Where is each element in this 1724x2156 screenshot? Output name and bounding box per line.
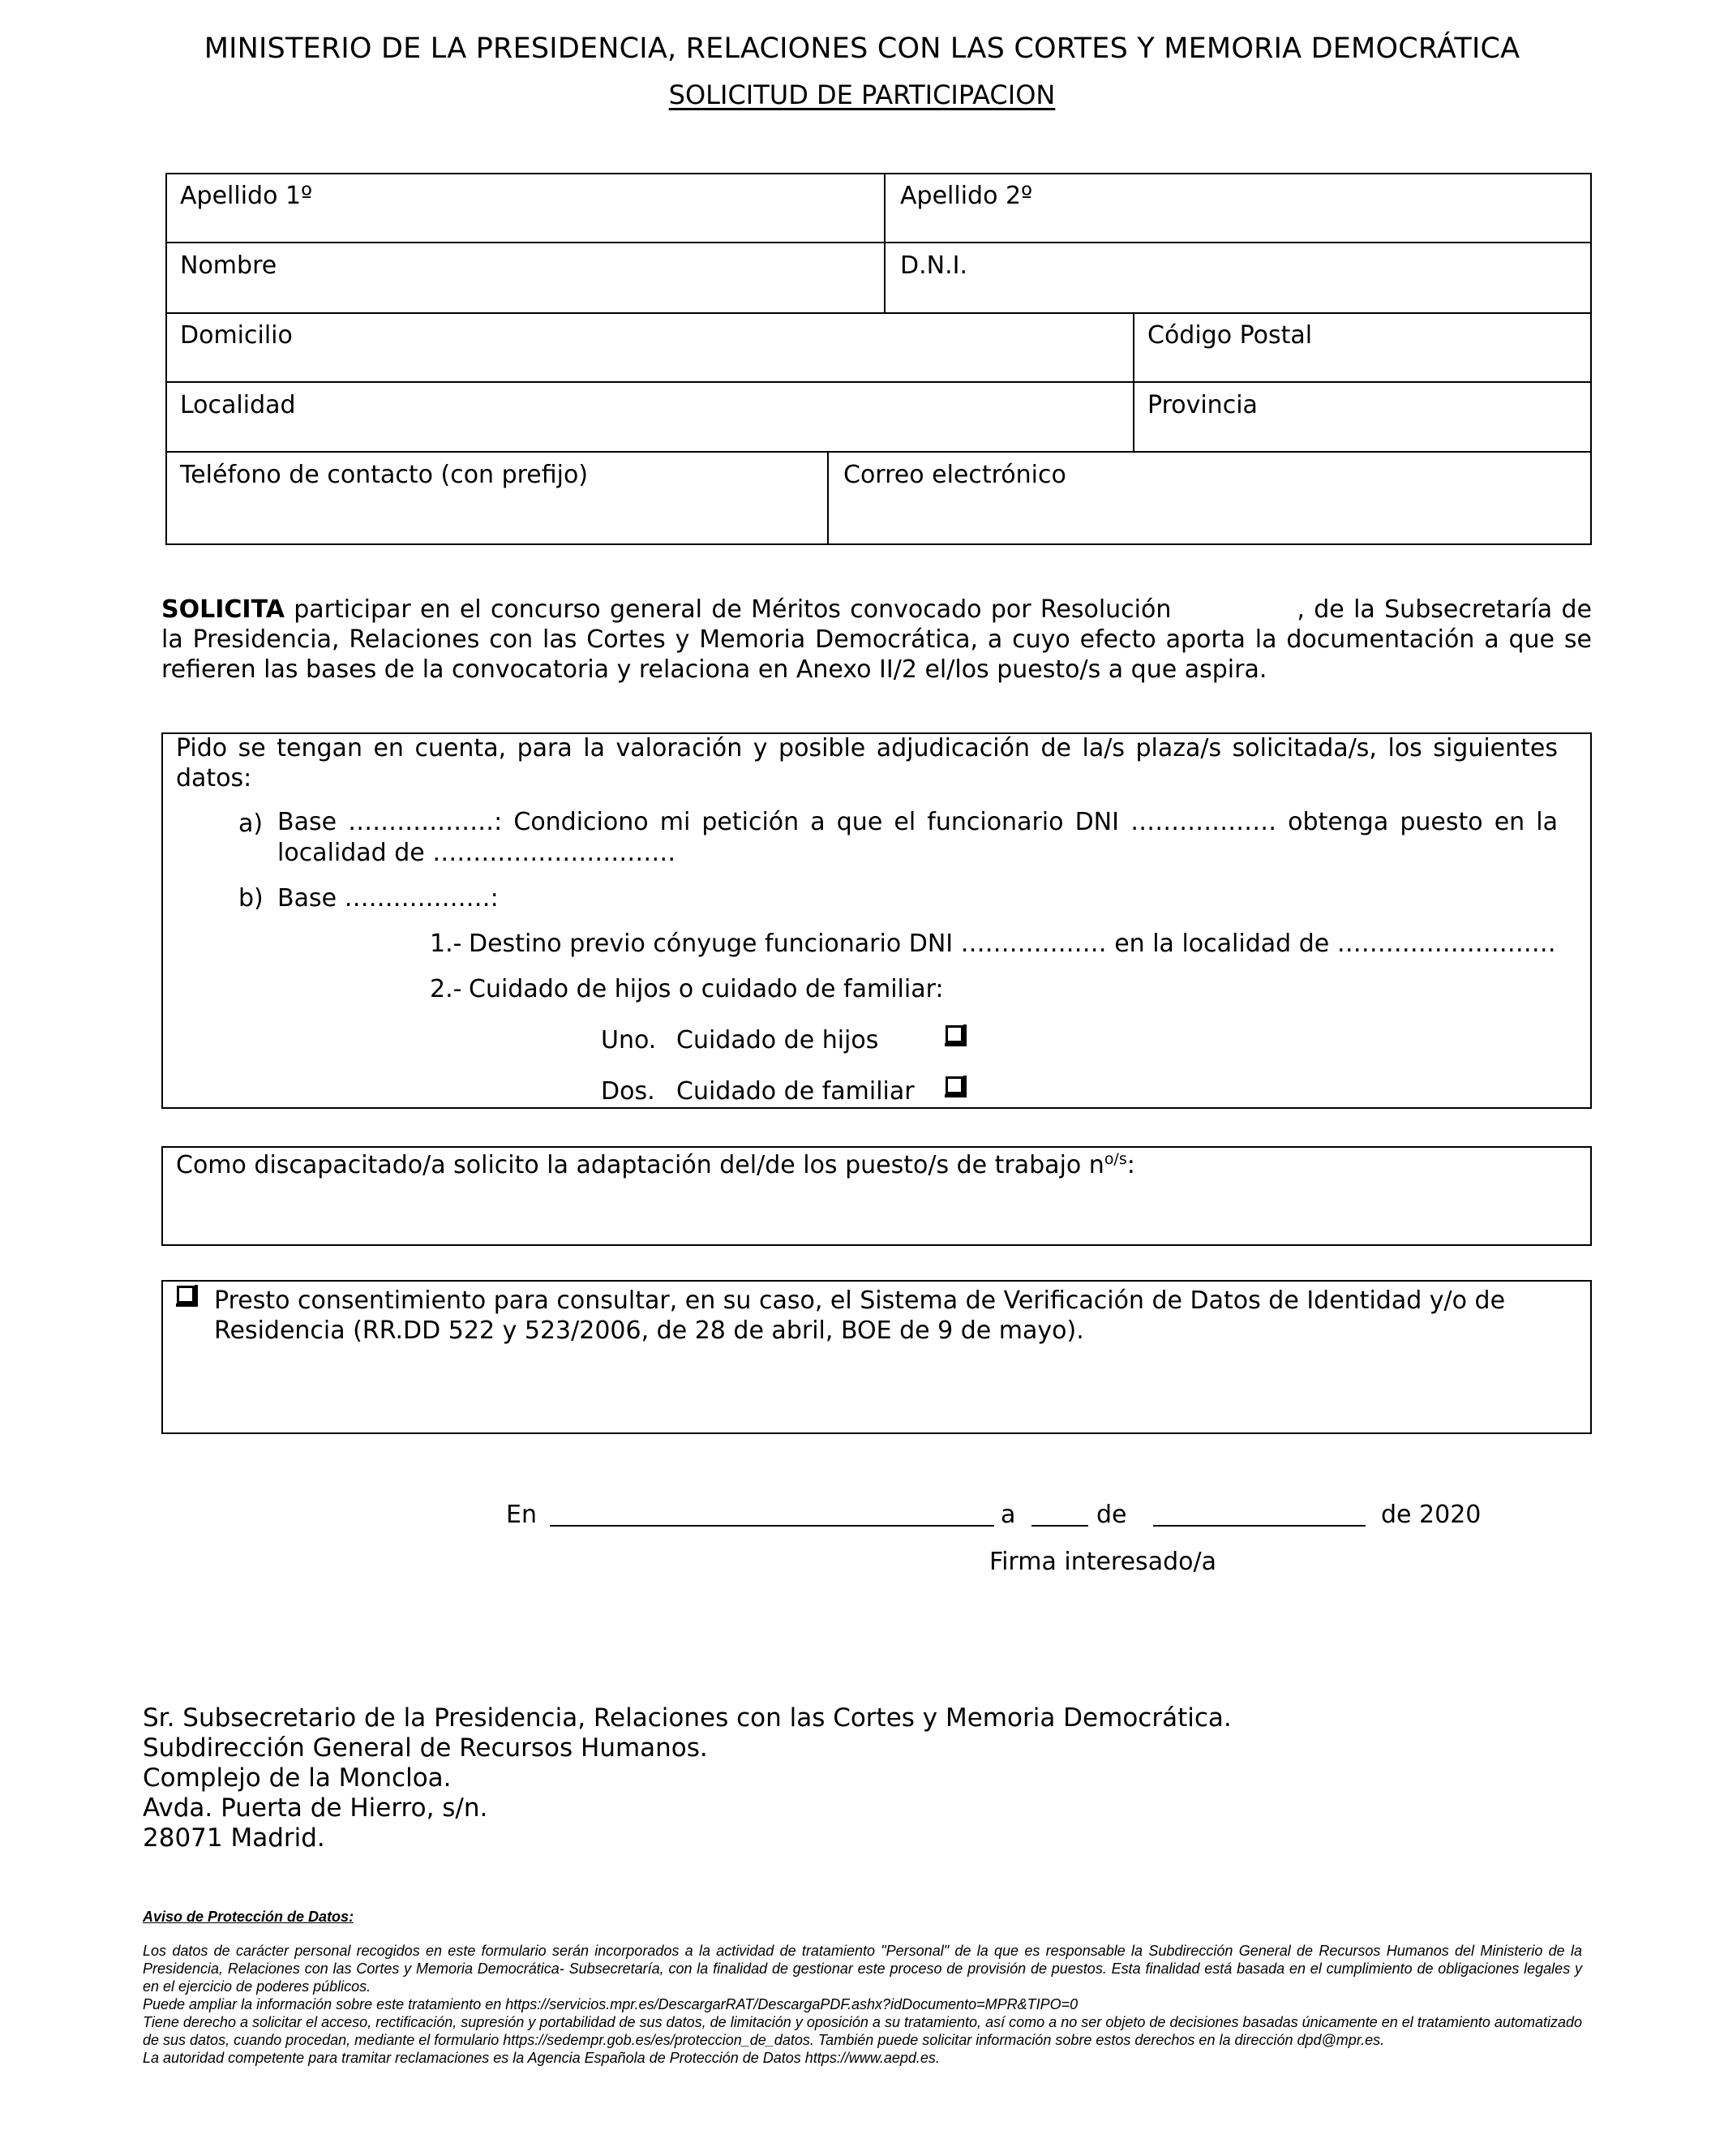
- pido-intro: Pido se tengan en cuenta, para la valoración y posible adjudicación de la/s plaza/s solicitada/s, los siguientes datos:: [176, 734, 1558, 792]
- privacy-heading: Aviso de Protección de Datos:: [143, 1909, 354, 1925]
- address-line: Avda. Puerta de Hierro, s/n.: [143, 1793, 488, 1823]
- consentimiento-text: [214, 1286, 1585, 1346]
- form-subtitle: [0, 79, 1724, 110]
- privacy-paragraph: La autoridad competente para tramitar reclamaciones es la Agencia Española de Protección de Datos https://www.aepd.es.: [143, 2050, 940, 2066]
- option-a-label: a): [238, 810, 264, 838]
- solicita-text-1: participar en el concurso general de Méritos convocado por Resolución: [284, 595, 1172, 624]
- address-line: Complejo de la Moncloa.: [143, 1763, 452, 1793]
- nombre-field[interactable]: Nombre: [180, 251, 277, 280]
- option-b-label: b): [238, 884, 264, 913]
- table-divider: [827, 451, 829, 545]
- firma-interesado-label[interactable]: Firma interesado/a: [989, 1548, 1216, 1576]
- solicita-paragraph: [161, 595, 1592, 685]
- item1-number: 1.-: [430, 930, 462, 958]
- discapacidad-superscript: o/s: [1104, 1150, 1127, 1168]
- firma-a-label: a: [1001, 1501, 1016, 1529]
- domicilio-field[interactable]: Domicilio: [180, 321, 293, 350]
- consentimiento-line-2: Residencia (RR.DD 522 y 523/2006, de 28 de abril, BOE de 9 de mayo).: [214, 1316, 1084, 1345]
- address-block: [143, 1703, 1232, 1853]
- dos-text: Cuidado de familiar: [676, 1077, 915, 1106]
- ministry-title: MINISTERIO DE LA PRESIDENCIA, RELACIONES CON LAS CORTES Y MEMORIA DEMOCRÁTICA: [204, 32, 1520, 65]
- table-divider: [165, 242, 1592, 243]
- personal-data-table: [165, 173, 1592, 545]
- discapacidad-label: Como discapacitado/a solicito la adaptación del/de los puesto/s de trabajo n: [176, 1151, 1104, 1179]
- option-a-text-2: localidad de …………………………: [277, 839, 676, 867]
- cuidado-hijos-checkbox[interactable]: [946, 1025, 963, 1043]
- discapacidad-text: [176, 1150, 1135, 1179]
- consentimiento-line-1: Presto consentimiento para consultar, en su caso, el Sistema de Verificación de Datos de Identidad y/o de: [214, 1286, 1506, 1315]
- firma-year-label: de 2020: [1381, 1501, 1482, 1529]
- table-divider: [884, 173, 886, 313]
- correo-field[interactable]: Correo electrónico: [843, 461, 1066, 489]
- solicita-keyword: SOLICITA: [161, 595, 285, 624]
- uno-text: Cuidado de hijos: [676, 1026, 879, 1054]
- solicita-text-2: , de la Subsecretaría de la Presidencia, Relaciones con las Cortes y Memoria Democrática, a cuyo efecto aporta la documentación a que se refieren las bases de la convocatoria y relaciona en Anexo II/2 el/los puesto/s a que aspira.: [161, 595, 1592, 684]
- address-line: Sr. Subsecretario de la Presidencia, Relaciones con las Cortes y Memoria Democrática.: [143, 1703, 1232, 1733]
- table-divider: [165, 381, 1592, 383]
- item1-text: Destino previo cónyuge funcionario DNI ……………… en la localidad de ………………………: [469, 930, 1556, 958]
- firma-dia-blank[interactable]: [1031, 1501, 1088, 1527]
- dni-field[interactable]: D.N.I.: [900, 251, 967, 280]
- privacy-paragraph: Los datos de carácter personal recogidos en este formulario serán incorporados a la actividad de tratamiento "Personal" de la que es responsable la Subdirección General de Recursos Humanos del Ministerio de la Presidencia, Relaciones con las Cortes y Memoria Democrática- Subsecretaría, con la finalidad de gestionar este proceso de provisión de puestos. Esta finalidad está basada en el cumplimiento de obligaciones legales y en el ejercicio de poderes públicos.: [143, 1943, 1582, 1995]
- firma-en-label: En: [506, 1501, 537, 1529]
- firma-mes-blank[interactable]: [1153, 1501, 1366, 1527]
- address-line: Subdirección General de Recursos Humanos.: [143, 1733, 708, 1763]
- privacy-notice: [143, 1908, 1582, 2067]
- privacy-paragraph: Puede ampliar la información sobre este tratamiento en https://servicios.mpr.es/DescargarRAT/DescargaPDF.ashx?idDocumento=MPR&TIPO=0: [143, 1996, 1079, 2012]
- item2-text: Cuidado de hijos o cuidado de familiar:: [469, 975, 944, 1003]
- table-divider: [1133, 312, 1134, 452]
- apellido2-field[interactable]: Apellido 2º: [900, 182, 1033, 210]
- dos-label: Dos.: [601, 1077, 655, 1106]
- privacy-paragraph: Tiene derecho a solicitar el acceso, rectificación, supresión y portabilidad de sus datos, de limitación y oposición a su tratamiento, así como a no ser objeto de decisiones basadas únicamente en el tratamiento automatizado de sus datos, cuando procedan, mediante el formulario https://sedempr.gob.es/es/proteccion_de_datos. También puede solicitar información sobre estos derechos en la dirección dpd@mpr.es.: [143, 2014, 1582, 2048]
- apellido1-field[interactable]: Apellido 1º: [180, 182, 313, 210]
- address-line: 28071 Madrid.: [143, 1823, 325, 1853]
- table-divider: [165, 312, 1592, 314]
- form-subtitle-text: SOLICITUD DE PARTICIPACION: [668, 79, 1056, 110]
- firma-lugar-blank[interactable]: [550, 1501, 994, 1527]
- localidad-field[interactable]: Localidad: [180, 391, 296, 419]
- table-divider: [165, 451, 1592, 453]
- option-a-text: Base ………………: Condiciono mi petición a que el funcionario DNI ……………… obtenga puesto en la: [277, 808, 1558, 836]
- codigo-postal-field[interactable]: Código Postal: [1147, 321, 1313, 350]
- cuidado-familiar-checkbox[interactable]: [946, 1076, 963, 1094]
- item2-number: 2.-: [430, 975, 462, 1003]
- option-b-text: Base ………………:: [277, 884, 499, 913]
- provincia-field[interactable]: Provincia: [1147, 391, 1258, 419]
- consentimiento-checkbox[interactable]: [177, 1286, 195, 1303]
- uno-label: Uno.: [601, 1026, 657, 1054]
- telefono-field[interactable]: Teléfono de contacto (con prefijo): [180, 461, 589, 489]
- discapacidad-colon: :: [1126, 1151, 1135, 1179]
- firma-de-label: de: [1096, 1501, 1127, 1529]
